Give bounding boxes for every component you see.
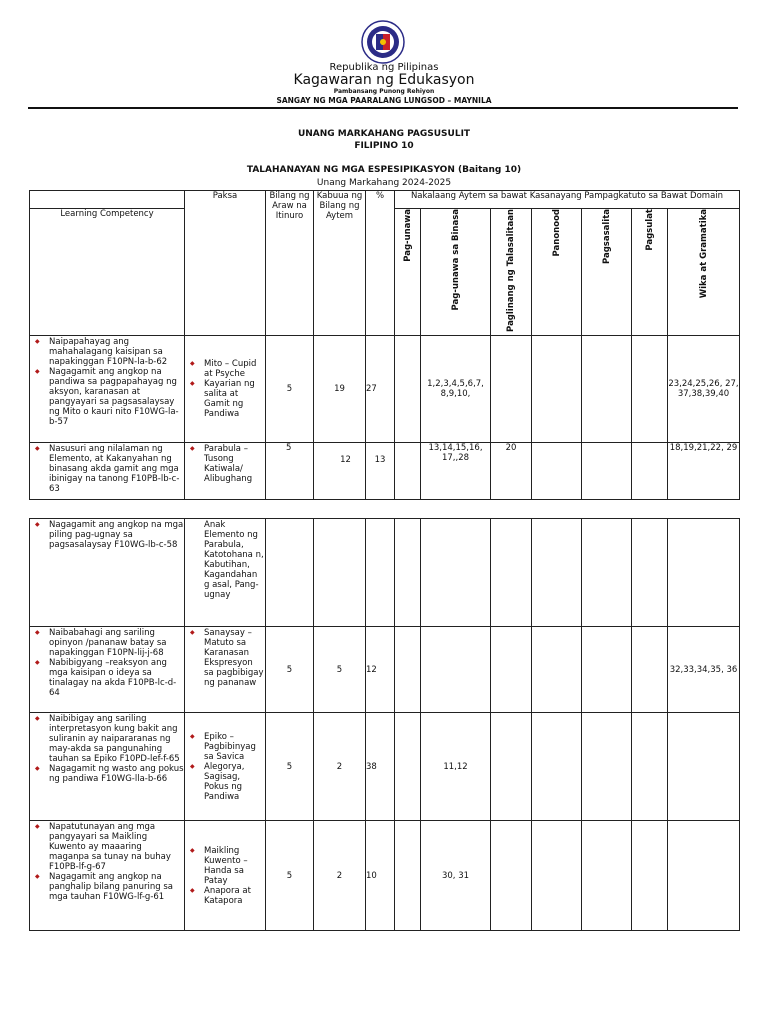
col-domain-0 (395, 209, 421, 336)
domain-label-2: Paglinang ng Talasalitaan (506, 209, 516, 332)
domain-cell (632, 713, 668, 821)
domain-cell (582, 821, 632, 931)
col-days: Bilang ng Araw na Itinuro (266, 191, 314, 336)
domain-cell (582, 519, 632, 627)
domain-label-3: Panonood (551, 209, 562, 257)
department-title: Kagawaran ng Edukasyon (293, 72, 475, 88)
col-competency: Learning Competency (30, 209, 185, 336)
paksa-cell (185, 519, 266, 627)
table-row (30, 335, 740, 442)
domain-cell (532, 335, 582, 442)
percent-cell: 38 (366, 713, 395, 821)
paksa-item: ◆ Mito – Cupid at Psyche (185, 359, 265, 379)
items-cell: 19 (314, 335, 366, 442)
domain-cell: 18,19,21,22, 29 (668, 442, 740, 499)
domain-cell (421, 519, 491, 627)
paksa-cell (185, 335, 266, 442)
col-percent: % (366, 191, 395, 336)
competency-item: ◆ Nasusuri ang nilalaman ng Elemento, at Kakanyahan ng binasang akda gamit ang mga ibinigay na tanong F10PB-lb-c-63 (30, 444, 184, 494)
domain-cell (491, 627, 532, 713)
domain-cell (395, 627, 421, 713)
col-domain-4 (582, 209, 632, 336)
col-domain-5 (632, 209, 668, 336)
competency-item: ◆ Nagagamit ang angkop na mga piling pag-ugnay sa pagsasalaysay F10WG-lb-c-58 (30, 520, 184, 550)
percent-cell: 13 (366, 442, 395, 499)
domain-label-0: Pag-unawa (402, 209, 413, 262)
competency-cell (30, 335, 185, 442)
domain-cell (395, 821, 421, 931)
blank-header-cell (30, 191, 185, 209)
subject-title: FILIPINO 10 (354, 141, 414, 151)
days-cell: 5 (266, 335, 314, 442)
days-cell: 5 (266, 442, 314, 499)
paksa-item: ◆ Maikling Kuwento – Handa sa Patay (185, 846, 265, 886)
domain-cell (491, 713, 532, 821)
days-cell: 5 (266, 627, 314, 713)
competency-item: ◆ Naibabahagi ang sariling opinyon /pananaw batay sa napakinggan F10PN-lij-j-68 (30, 628, 184, 658)
paksa-item: ◆ Epiko – Pagbibinyag sa Savica (185, 732, 265, 762)
domain-cell (532, 821, 582, 931)
domain-cell: 1,2,3,4,5,6,7, 8,9,10, (421, 335, 491, 442)
percent-cell: 12 (366, 627, 395, 713)
domain-cell: 30, 31 (421, 821, 491, 931)
domain-cell (395, 335, 421, 442)
domain-cell (582, 442, 632, 499)
paksa-item: ◆ Kayarian ng salita at Gamit ng Pandiwa (185, 379, 265, 419)
domain-cell (421, 627, 491, 713)
paksa-item: ◆ Anapora at Katapora (185, 886, 265, 906)
domain-cell (532, 519, 582, 627)
domain-cell (491, 335, 532, 442)
items-cell: 5 (314, 627, 366, 713)
items-cell (314, 519, 366, 627)
days-cell: 5 (266, 713, 314, 821)
domain-cell (632, 442, 668, 499)
competency-cell (30, 627, 185, 713)
paksa-item: ◆ Alegorya, Sagisag, Pokus ng Pandiwa (185, 762, 265, 802)
domain-cell (582, 335, 632, 442)
domain-cell: 11,12 (421, 713, 491, 821)
competency-item: ◆ Nabibigyang –reaksyon ang mga kaisipan o ideya sa tinalagay na akda F10PB-lc-d-64 (30, 658, 184, 698)
table-row (30, 627, 740, 713)
division-label: SANGAY NG MGA PAARALANG LUNGSOD – MAYNILA (276, 96, 492, 105)
col-paksa: Paksa (185, 191, 266, 336)
domain-cell (668, 519, 740, 627)
competency-item: ◆ Nagagamit ng wasto ang pokus ng pandiwa F10WG-lla-b-66 (30, 764, 184, 784)
percent-cell: 27 (366, 335, 395, 442)
domain-label-1: Pag-unawa sa Binasa (450, 209, 461, 311)
domain-label-4: Pagsasalita (601, 209, 612, 265)
table-row (30, 713, 740, 821)
competency-cell (30, 821, 185, 931)
deped-seal-icon (358, 20, 408, 64)
competency-item: ◆ Nagagamit ang angkop na panghalip bilang panuring sa mga tauhan F10WG-lf-g-61 (30, 872, 184, 902)
republic-label: Republika ng Pilipinas (329, 62, 439, 73)
domain-cell: 32,33,34,35, 36 (668, 627, 740, 713)
competency-cell (30, 442, 185, 499)
domain-cell (668, 821, 740, 931)
specification-table-part-2 (29, 518, 740, 931)
paksa-cell (185, 821, 266, 931)
domain-cell (632, 335, 668, 442)
domain-cell (632, 627, 668, 713)
col-items: Kabuua ng Bilang ng Aytem (314, 191, 366, 336)
days-cell (266, 519, 314, 627)
col-domain-1 (421, 209, 491, 336)
domain-cell: 20 (491, 442, 532, 499)
domain-cell (395, 442, 421, 499)
table-row (30, 442, 740, 499)
domain-cell (582, 713, 632, 821)
competency-item: ◆ Naipapahayag ang mahahalagang kaisipan sa napakinggan F10PN-la-b-62 (30, 337, 184, 367)
domain-cell (532, 627, 582, 713)
competency-cell (30, 713, 185, 821)
domain-cell (532, 713, 582, 821)
percent-cell (366, 519, 395, 627)
days-cell: 5 (266, 821, 314, 931)
col-domain-2 (491, 209, 532, 336)
paksa-item: Anak Elemento ng Parabula, Katotohana n, Kabutihan, Kagandahan g asal, Pang-ugnay (204, 520, 264, 600)
header-rule (28, 107, 738, 109)
domain-cell (632, 519, 668, 627)
competency-cell (30, 519, 185, 627)
paksa-item: ◆ Parabula – Tusong Katiwala/ Alibughang (185, 444, 265, 484)
paksa-item: ◆ Sanaysay – Matuto sa Karanasan Ekspresyon sa pagbibigay ng pananaw (185, 628, 265, 688)
domain-cell: 13,14,15,16, 17,,28 (421, 442, 491, 499)
table-title: TALAHANAYAN NG MGA ESPESIPIKASYON (Baitang 10) (246, 165, 522, 175)
items-cell: 12 (314, 442, 366, 499)
competency-item: ◆ Naibibigay ang sariling interpretasyon kung bakit ang suliranin ay naipararanas ng may-akda sa pangunahing tauhan sa Epiko F10PD-lef-f-65 (30, 714, 184, 764)
domain-cell (582, 627, 632, 713)
items-cell: 2 (314, 713, 366, 821)
specification-table-part-1 (29, 190, 740, 500)
domain-cell (395, 519, 421, 627)
domain-cell (491, 821, 532, 931)
domain-label-6: Wika at Gramatika (698, 209, 709, 299)
competency-item: ◆ Napatutunayan ang mga pangyayari sa Maikling Kuwento ay maaaring maganpa sa tunay na buhay F10PB-lf-g-67 (30, 822, 184, 872)
paksa-cell (185, 627, 266, 713)
paksa-cell (185, 442, 266, 499)
domain-cell (491, 519, 532, 627)
domain-cell (395, 713, 421, 821)
quarter-label: Unang Markahang 2024-2025 (316, 178, 452, 188)
paksa-cell (185, 713, 266, 821)
competency-item: ◆ Nagagamit ang angkop na pandiwa sa pagpapahayag ng aksyon, karanasan at pangyayari sa pagsasalaysay ng Mito o kauri nito F10WG-la-b-57 (30, 367, 184, 427)
table-row (30, 821, 740, 931)
percent-cell: 10 (366, 821, 395, 931)
table-row (30, 519, 740, 627)
region-label: Pambansang Punong Rehiyon (333, 88, 435, 95)
domain-cell (668, 713, 740, 821)
domain-label-5: Pagsulat (644, 209, 655, 251)
col-group-domains: Nakalaang Aytem sa bawat Kasanayang Pampagkatuto sa Bawat Domain (395, 191, 740, 209)
items-cell: 2 (314, 821, 366, 931)
col-domain-6 (668, 209, 740, 336)
domain-cell: 23,24,25,26, 27, 37,38,39,40 (668, 335, 740, 442)
exam-title: UNANG MARKAHANG PAGSUSULIT (297, 129, 471, 139)
col-domain-3 (532, 209, 582, 336)
domain-cell (532, 442, 582, 499)
domain-cell (632, 821, 668, 931)
